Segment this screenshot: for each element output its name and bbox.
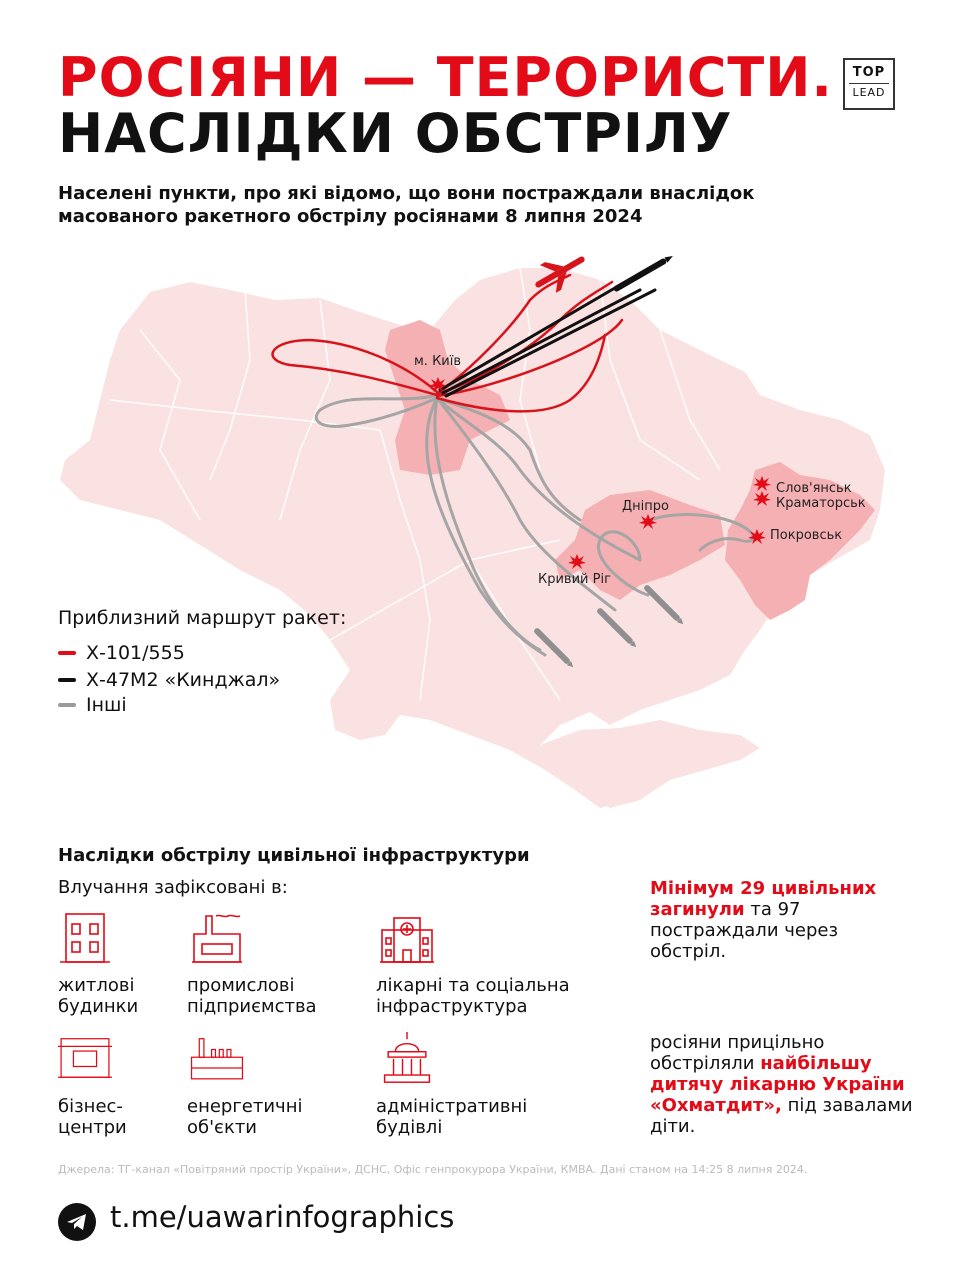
category-energy: енергетичні об'єкти bbox=[187, 1096, 303, 1138]
city-label-kyiv: м. Київ bbox=[414, 354, 462, 369]
city-label-sloviansk: Слов'янськ bbox=[776, 481, 852, 496]
black-missile-icon bbox=[613, 253, 675, 292]
infrastructure-subtitle: Влучання зафіксовані в: bbox=[58, 877, 288, 898]
title-line-1: РОСІЯНИ — ТЕРОРИСТИ. bbox=[58, 46, 833, 109]
category-business: бізнес- центри bbox=[58, 1096, 127, 1138]
logo-top-text: TOP bbox=[852, 65, 886, 80]
residential-building-icon bbox=[58, 912, 112, 964]
telegram-link[interactable]: t.me/uawarinfographics bbox=[110, 1200, 455, 1234]
government-building-icon bbox=[380, 1032, 434, 1084]
hospital-icon bbox=[380, 912, 434, 964]
category-hospitals: лікарні та соціальна інфраструктура bbox=[376, 975, 570, 1017]
city-label-kramatorsk: Краматорськ bbox=[776, 496, 866, 511]
ukraine-map bbox=[0, 250, 954, 820]
city-label-dnipro: Дніпро bbox=[622, 499, 669, 514]
crimea-outline bbox=[540, 720, 760, 808]
map-subtitle: Населені пункти, про які відомо, що вони постраждали внаслідок масованого ракетного обстрілу росіянами 8 липня 2024 bbox=[58, 183, 755, 227]
casualties-stat: Мінімум 29 цивільних загинули та 97 постраждали через обстріл. bbox=[650, 878, 877, 962]
logo-bottom-text: LEAD bbox=[852, 86, 886, 99]
factory-icon bbox=[190, 912, 244, 964]
sources-note: Джерела: ТГ-канал «Повітряний простір України», ДСНС, Офіс генпрокурора України, КМВА. Дані станом на 14:25 8 липня 2024. bbox=[58, 1163, 808, 1176]
business-center-icon bbox=[58, 1032, 112, 1084]
legend-item-other: Інші bbox=[58, 694, 127, 716]
infrastructure-title: Наслідки обстрілу цивільної інфраструктури bbox=[58, 845, 530, 866]
toplead-logo bbox=[843, 58, 895, 110]
category-industrial: промислові підприємства bbox=[187, 975, 317, 1017]
telegram-icon[interactable] bbox=[58, 1203, 96, 1241]
title-line-2: НАСЛІДКИ ОБСТРІЛУ bbox=[58, 102, 733, 165]
category-administrative: адміністративні будівлі bbox=[376, 1096, 528, 1138]
legend-item-kh101: Х-101/555 bbox=[58, 642, 185, 664]
hospital-strike-stat: росіяни прицільно обстріляли найбільшу дитячу лікарню України «Охматдит», під завалами діти. bbox=[650, 1032, 913, 1137]
legend-title: Приблизний маршрут ракет: bbox=[58, 607, 347, 629]
power-plant-icon bbox=[190, 1032, 244, 1084]
category-residential: житлові будинки bbox=[58, 975, 139, 1017]
legend-item-kinzhal: Х-47М2 «Кинджал» bbox=[58, 669, 280, 691]
city-label-pokrovsk: Покровськ bbox=[770, 528, 843, 543]
city-label-kryvyi-rih: Кривий Ріг bbox=[538, 572, 611, 587]
